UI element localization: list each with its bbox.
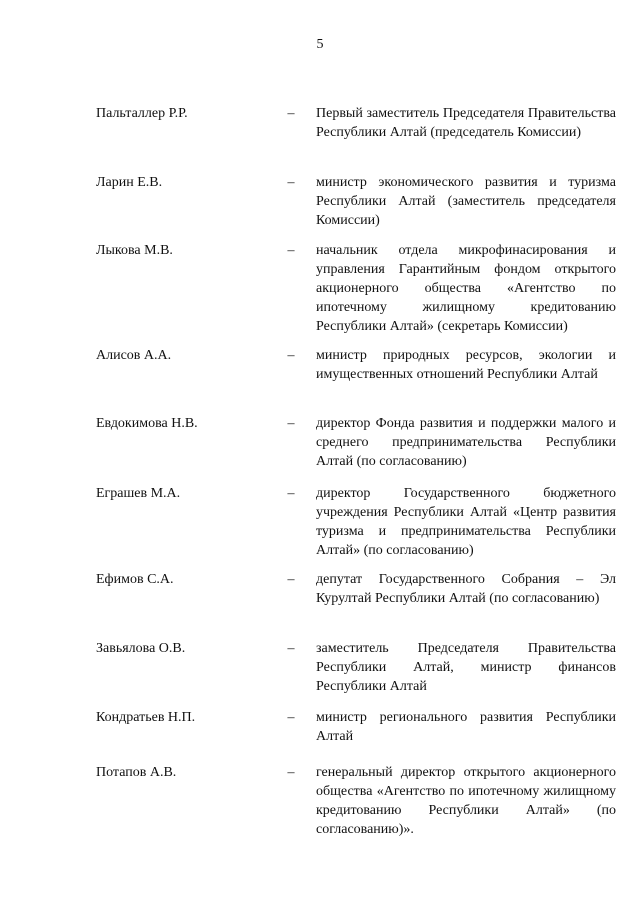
member-name: Ларин Е.В. — [96, 175, 163, 190]
member-name: Ефимов С.А. — [96, 572, 174, 587]
member-role: заместитель Председателя Правительства Республики Алтай, министр финансов Республики Алтай — [316, 641, 616, 694]
member-name: Пальталлер Р.Р. — [96, 106, 188, 121]
member-dash: – — [287, 348, 295, 363]
member-dash: – — [287, 243, 295, 258]
member-name: Алисов А.А. — [96, 348, 172, 363]
member-dash: – — [287, 572, 295, 587]
member-role: министр экономического развития и туризма Республики Алтай (заместитель председателя Комиссии) — [316, 175, 616, 228]
member-dash: – — [287, 106, 295, 121]
member-role: министр природных ресурсов, экологии и имущественных отношений Республики Алтай — [316, 348, 616, 382]
member-role: начальник отдела микрофинасирования и управления Гарантийным фондом открытого акционерного общества «Агентство по ипотечному жилищному кредитованию Республики Алтай» (секретарь Комиссии) — [316, 243, 616, 334]
member-role: директор Государственного бюджетного учреждения Республики Алтай «Центр развития туризма и предпринимательства Республики Алтай» (по согласованию) — [316, 486, 616, 558]
member-dash: – — [287, 710, 295, 725]
member-role: директор Фонда развития и поддержки малого и среднего предпринимательства Республики Алтай (по согласованию) — [316, 416, 616, 469]
member-name: Кондратьев Н.П. — [96, 710, 196, 725]
member-dash: – — [287, 765, 295, 780]
member-name: Лыкова М.В. — [96, 243, 173, 258]
member-dash: – — [287, 416, 295, 431]
member-role: министр регионального развития Республики Алтай — [316, 710, 616, 744]
member-name: Евдокимова Н.В. — [96, 416, 198, 431]
member-dash: – — [287, 641, 295, 656]
member-name: Еграшев М.А. — [96, 486, 181, 501]
member-name: Завьялова О.В. — [96, 641, 186, 656]
member-name: Потапов А.В. — [96, 765, 177, 780]
member-dash: – — [287, 486, 295, 501]
member-role: депутат Государственного Собрания – Эл Курултай Республики Алтай (по согласованию) — [316, 572, 616, 606]
page-number: 5 — [316, 37, 324, 52]
member-role: генеральный директор открытого акционерного общества «Агентство по ипотечному жилищному кредитованию Республики Алтай» (по согласованию)». — [316, 765, 616, 837]
member-role: Первый заместитель Председателя Правительства Республики Алтай (председатель Комиссии) — [316, 106, 616, 140]
member-dash: – — [287, 175, 295, 190]
